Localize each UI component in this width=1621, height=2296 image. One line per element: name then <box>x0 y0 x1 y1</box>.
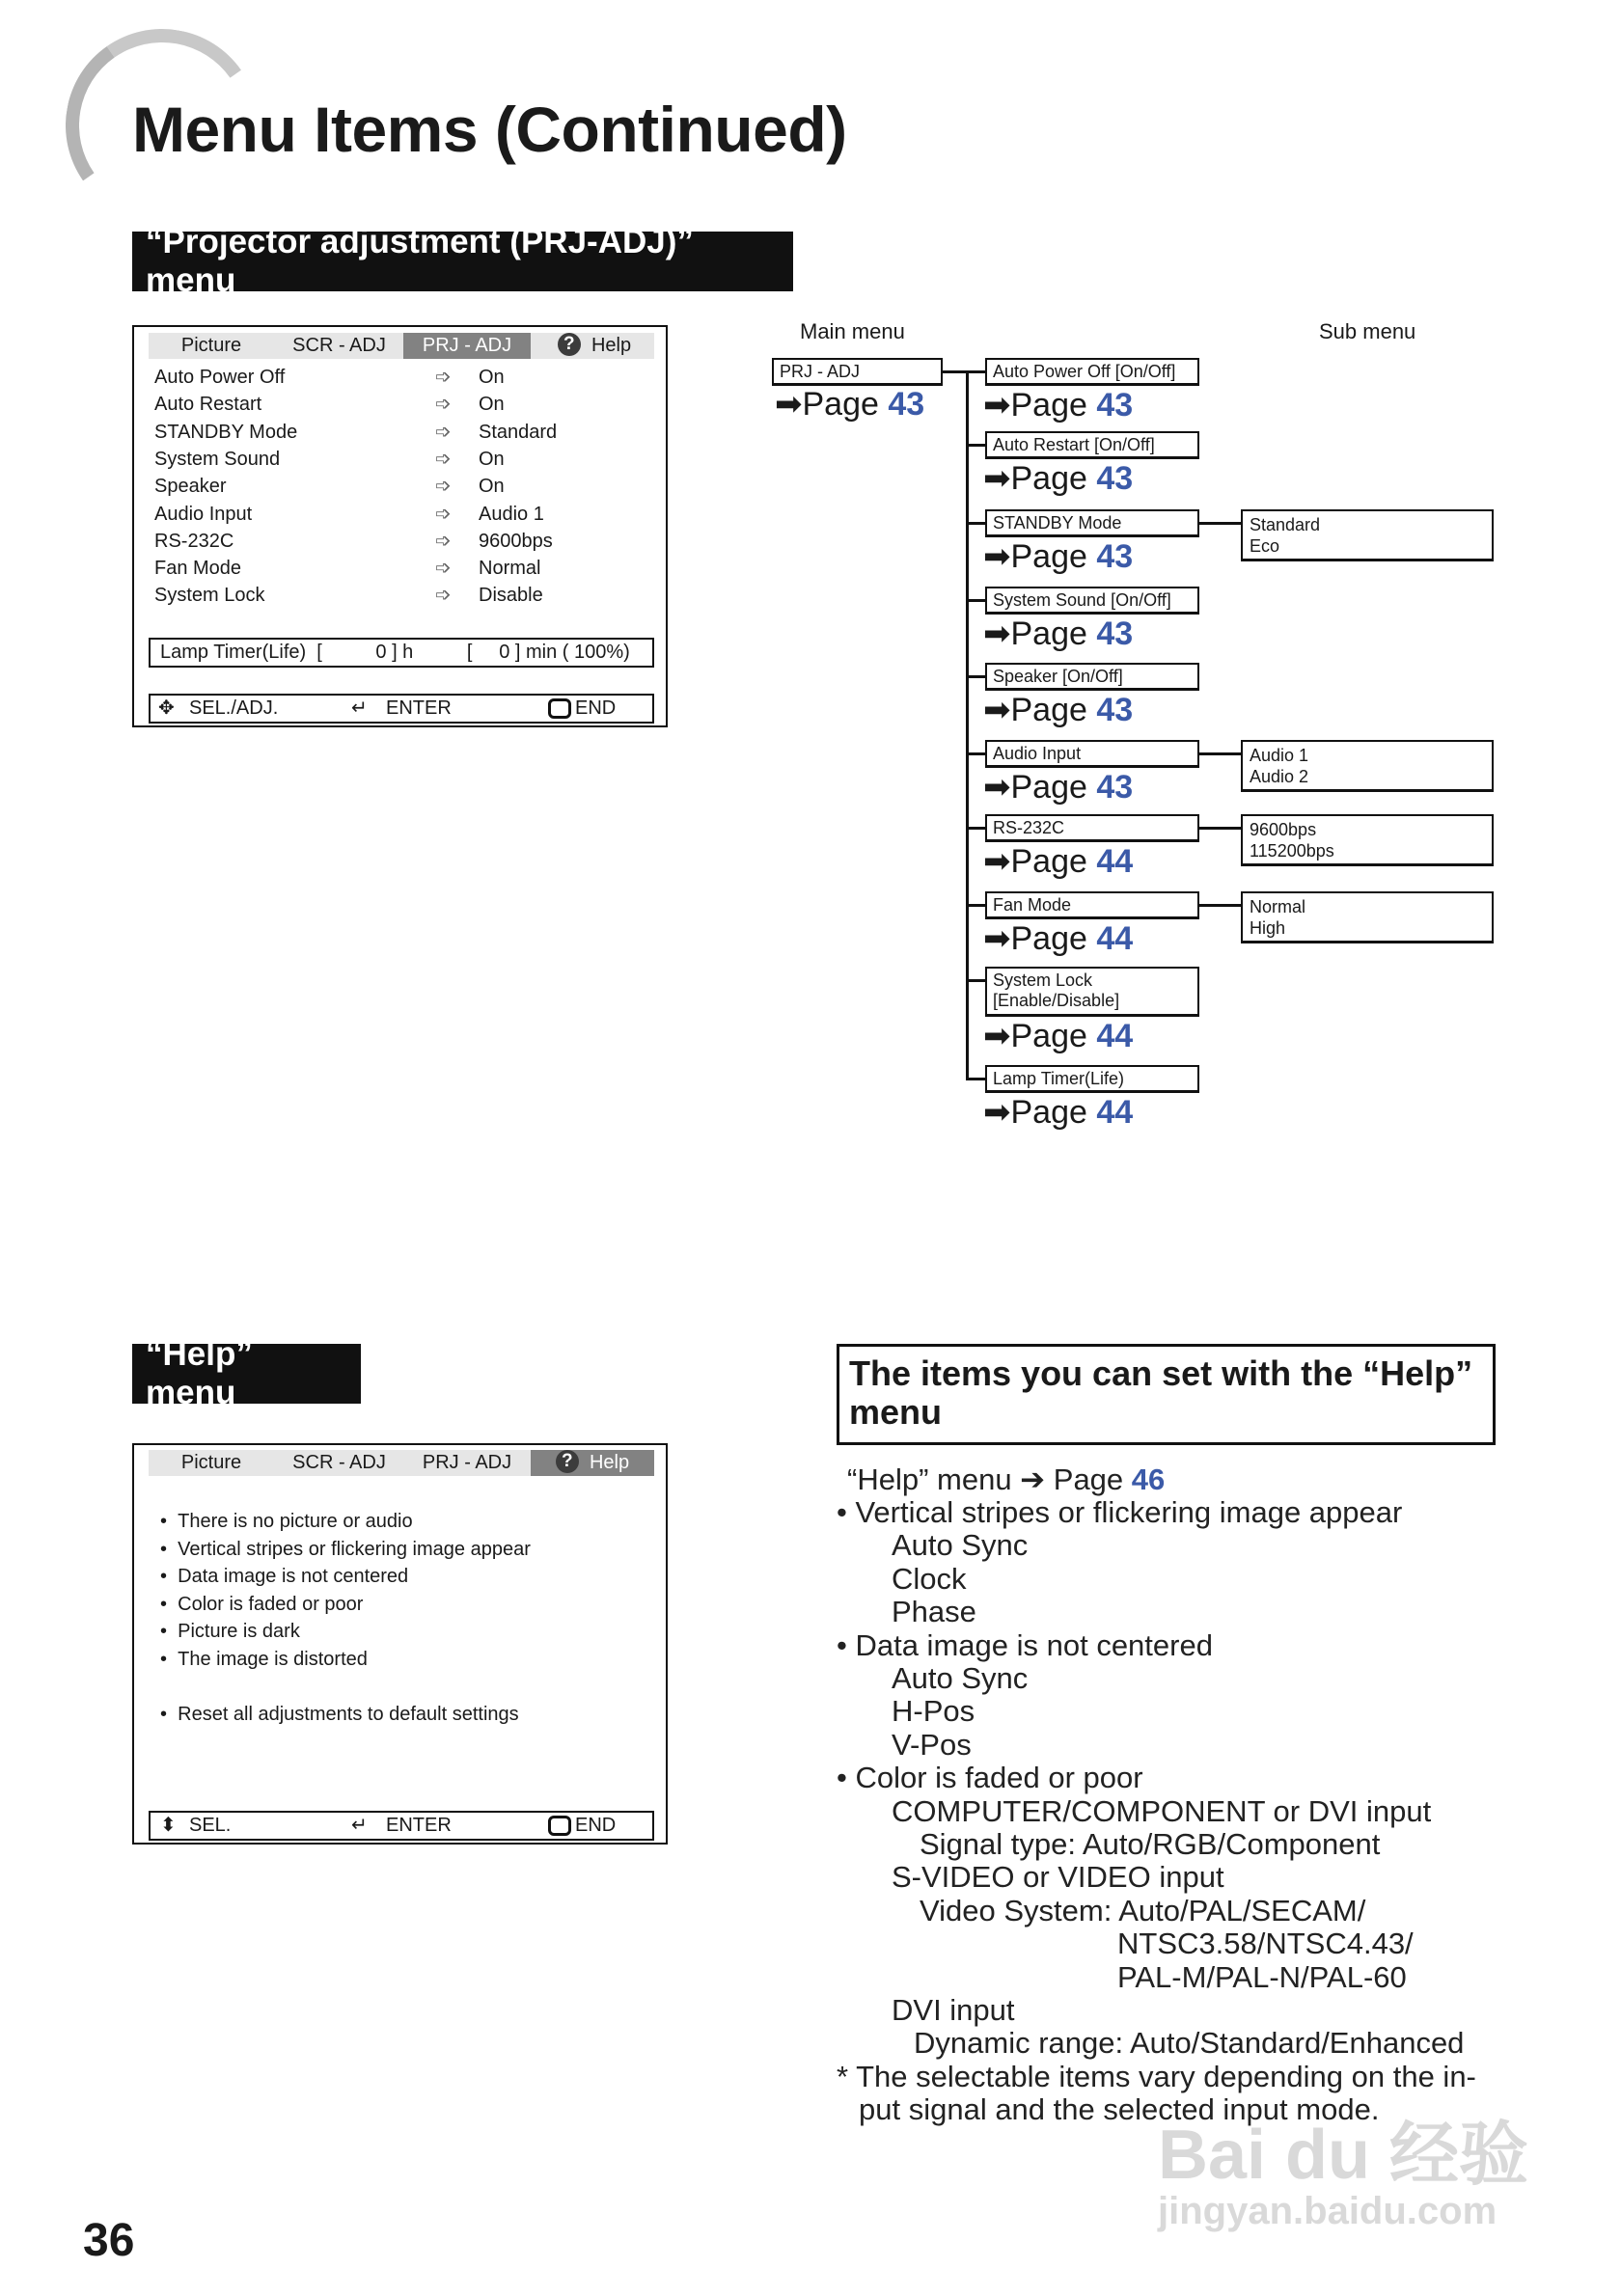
help-page-ref: “Help” menu ➔ Page 46 <box>847 1462 1166 1496</box>
help-section-heading: “Help” menu <box>132 1344 361 1404</box>
tree-trunk-line <box>966 370 969 1080</box>
sub-option: High <box>1250 918 1286 938</box>
branch-line <box>967 444 985 447</box>
prj-menu-footer <box>149 694 654 724</box>
page-number[interactable]: 43 <box>888 386 925 423</box>
page-ref: ➡Page 44 <box>983 920 1134 957</box>
menu-item-value[interactable]: On <box>479 476 505 498</box>
help-setting-line: • Vertical stripes or flickering image appear <box>837 1495 1403 1529</box>
tab-scr-adj[interactable]: SCR - ADJ <box>292 1452 386 1473</box>
help-topic-item[interactable]: • There is no picture or audio <box>160 1511 413 1532</box>
branch-line <box>967 522 985 525</box>
help-topic-item[interactable]: • The image is distorted <box>160 1649 368 1670</box>
branch-line <box>967 827 985 830</box>
main-page-ref: ➡Page 43 <box>775 386 925 423</box>
sub-options-box <box>1241 891 1494 943</box>
help-question-icon: ? <box>556 1450 579 1473</box>
right-arrow-icon: ➡ <box>983 692 1011 728</box>
right-arrow-icon: ➡ <box>983 920 1011 957</box>
help-topic-item[interactable]: • Color is faded or poor <box>160 1593 364 1615</box>
help-topic-item[interactable]: • Vertical stripes or flickering image appear <box>160 1538 531 1560</box>
help-question-icon: ? <box>558 333 581 356</box>
sub-options-box <box>1241 509 1494 561</box>
help-setting-line: • Color is faded or poor <box>837 1761 1143 1795</box>
right-arrow-icon: ➩ <box>435 503 452 525</box>
page-number-footer: 36 <box>83 2215 135 2266</box>
menu-item-label[interactable]: System Sound <box>154 448 281 470</box>
page-number[interactable]: 46 <box>1131 1462 1166 1496</box>
tab-prj-adj[interactable]: PRJ - ADJ <box>422 1452 512 1473</box>
right-arrow-icon: ➡ <box>983 769 1011 806</box>
right-arrow-icon: ➩ <box>435 421 452 443</box>
page-ref: ➡Page 43 <box>983 460 1134 497</box>
right-arrow-icon: ➡ <box>983 460 1011 497</box>
tab-picture[interactable]: Picture <box>180 1452 242 1473</box>
footer-sel: SEL. <box>189 1815 232 1836</box>
page-number[interactable]: 43 <box>1096 769 1134 806</box>
branch-line <box>967 979 985 982</box>
footer-end: END <box>575 1815 617 1836</box>
menu-item-label[interactable]: Speaker <box>154 476 227 498</box>
help-setting-line: put signal and the selected input mode. <box>859 2092 1380 2127</box>
page-number[interactable]: 43 <box>1096 387 1134 424</box>
sub-option: 115200bps <box>1250 841 1334 861</box>
page-ref: ➡Page 43 <box>983 615 1134 652</box>
tab-help-label: Help <box>589 1452 630 1473</box>
branch-line <box>967 599 985 602</box>
right-arrow-icon: ➡ <box>983 615 1011 652</box>
branch-line <box>967 1078 985 1080</box>
sub-option: Normal <box>1250 897 1306 916</box>
tab-help[interactable] <box>546 333 643 359</box>
submenu-item-box: Auto Restart [On/Off] <box>985 431 1199 459</box>
help-setting-line: • Data image is not centered <box>837 1627 1213 1662</box>
help-setting-line: Auto Sync <box>892 1528 1029 1563</box>
menu-item-value[interactable]: On <box>479 394 505 416</box>
page-number[interactable]: 43 <box>1096 460 1134 497</box>
right-arrow-icon: ➩ <box>435 448 452 470</box>
submenu-item-box: System Lock [Enable/Disable] <box>985 967 1199 1017</box>
footer-end: END <box>575 697 617 719</box>
sub-option: Eco <box>1250 536 1280 556</box>
help-menu-tabs <box>149 1450 654 1476</box>
tab-scr-adj[interactable]: SCR - ADJ <box>292 335 386 356</box>
help-setting-line: NTSC3.58/NTSC4.43/ <box>1117 1927 1414 1961</box>
page-number[interactable]: 44 <box>1096 1094 1134 1131</box>
right-arrow-icon: ➡ <box>983 1094 1011 1131</box>
menu-item-label[interactable]: Auto Power Off <box>154 367 286 388</box>
menu-item-value[interactable]: 9600bps <box>479 530 553 552</box>
submenu-item-box: Fan Mode <box>985 891 1199 919</box>
help-menu-footer <box>149 1811 654 1841</box>
branch-line <box>967 904 985 907</box>
main-menu-label: Main menu <box>800 319 905 343</box>
help-setting-line: Phase <box>892 1595 976 1629</box>
submenu-item-box: System Sound [On/Off] <box>985 587 1199 615</box>
watermark-url: jingyan.baidu.com <box>1158 2190 1497 2232</box>
help-setting-line: Video System: Auto/PAL/SECAM/ <box>920 1893 1366 1927</box>
page-title: Menu Items (Continued) <box>132 94 847 165</box>
help-setting-line: V-Pos <box>892 1727 972 1762</box>
sub-option: Standard <box>1250 515 1321 534</box>
tab-prj-adj[interactable]: PRJ - ADJ <box>403 333 531 359</box>
page-number[interactable]: 44 <box>1096 1018 1134 1054</box>
footer-sel: SEL./ADJ. <box>189 697 279 719</box>
lamp-timer-readout: Lamp Timer(Life) [ 0 ] h [ 0 ] min ( 100%) <box>149 638 654 668</box>
sub-menu-label: Sub menu <box>1319 319 1416 343</box>
menu-item-label[interactable]: STANDBY Mode <box>154 421 298 443</box>
right-arrow-icon: ➩ <box>435 585 452 607</box>
prj-menu-tabs <box>149 333 654 359</box>
help-setting-line: S-VIDEO or VIDEO input <box>892 1860 1224 1895</box>
footer-enter: ENTER <box>386 1815 452 1836</box>
page-ref: ➡Page 44 <box>983 843 1134 880</box>
right-arrow-icon: ➩ <box>435 367 452 388</box>
tab-help-label: Help <box>591 335 632 356</box>
sub-option: Audio 2 <box>1250 767 1309 786</box>
help-setting-line: Auto Sync <box>892 1661 1029 1695</box>
submenu-item-box: RS-232C <box>985 814 1199 842</box>
page-ref: ➡Page 43 <box>983 387 1134 424</box>
right-arrow-icon: ➡ <box>983 843 1011 880</box>
help-setting-line: * The selectable items vary depending on the in- <box>837 2059 1476 2093</box>
help-topic-item[interactable]: • Data image is not centered <box>160 1566 409 1588</box>
page-ref: ➡Page 44 <box>983 1018 1134 1054</box>
help-topic-item[interactable]: • Picture is dark <box>160 1621 300 1643</box>
submenu-item-box: Audio Input <box>985 740 1199 768</box>
prj-section-heading: “Projector adjustment (PRJ-ADJ)” menu <box>132 232 793 291</box>
four-way-arrow-icon: ✥ <box>158 697 175 719</box>
sub-options-box <box>1241 814 1494 866</box>
sub-options-box <box>1241 740 1494 792</box>
right-arrow-icon: ➡ <box>983 538 1011 575</box>
page-ref: ➡Page 43 <box>983 769 1134 806</box>
right-arrow-icon: ➡ <box>775 386 803 423</box>
menu-item-value[interactable]: Normal <box>479 558 541 580</box>
menu-item-label[interactable]: Audio Input <box>154 503 253 525</box>
tab-picture[interactable]: Picture <box>180 335 242 356</box>
right-arrow-icon: ➩ <box>435 558 452 580</box>
end-button-icon <box>548 1816 571 1836</box>
enter-arrow-icon: ↵ <box>351 1815 368 1836</box>
right-arrow-icon: ➡ <box>983 1018 1011 1054</box>
branch-line <box>967 675 985 678</box>
branch-line <box>1199 904 1241 907</box>
end-button-icon <box>548 698 571 719</box>
footer-enter: ENTER <box>386 697 452 719</box>
help-setting-line: Dynamic range: Auto/Standard/Enhanced <box>914 2026 1465 2061</box>
menu-item-value[interactable]: On <box>479 367 505 388</box>
menu-item-label[interactable]: Fan Mode <box>154 558 242 580</box>
menu-item-label[interactable]: RS-232C <box>154 530 234 552</box>
help-setting-line: DVI input <box>892 1993 1015 2027</box>
page-number[interactable]: 43 <box>1096 615 1134 652</box>
sub-option: 9600bps <box>1250 820 1317 839</box>
branch-line <box>1199 522 1241 525</box>
connector-line <box>943 370 967 373</box>
submenu-item-box: Lamp Timer(Life) <box>985 1065 1199 1093</box>
help-setting-line: PAL-M/PAL-N/PAL-60 <box>1117 1959 1407 1994</box>
branch-line <box>967 752 985 755</box>
page-number[interactable]: 43 <box>1096 538 1134 575</box>
right-arrow-icon: ➡ <box>983 387 1011 424</box>
menu-item-value[interactable]: Standard <box>479 421 558 443</box>
branch-line <box>1199 752 1241 755</box>
branch-line <box>1199 827 1241 830</box>
tab-help[interactable] <box>531 1450 654 1476</box>
menu-item-value[interactable]: On <box>479 448 505 470</box>
sub-option: Audio 1 <box>1250 746 1309 765</box>
menu-item-value[interactable]: Disable <box>479 585 543 607</box>
menu-item-label[interactable]: Auto Restart <box>154 394 262 416</box>
help-setting-line: COMPUTER/COMPONENT or DVI input <box>892 1793 1432 1828</box>
help-setting-line: H-Pos <box>892 1694 975 1729</box>
menu-item-value[interactable]: Audio 1 <box>479 503 544 525</box>
main-menu-box: PRJ - ADJ <box>772 358 943 386</box>
branch-line <box>967 370 985 373</box>
page-ref: ➡Page 43 <box>983 538 1134 575</box>
page-number[interactable]: 43 <box>1096 692 1134 728</box>
page-ref: ➡Page 43 <box>983 692 1134 728</box>
right-arrow-icon: ➩ <box>435 394 452 416</box>
page-number[interactable]: 44 <box>1096 843 1134 880</box>
help-topic-item[interactable]: • Reset all adjustments to default settings <box>160 1704 519 1725</box>
help-setting-line: Signal type: Auto/RGB/Component <box>920 1827 1381 1861</box>
submenu-item-box: Speaker [On/Off] <box>985 663 1199 691</box>
menu-item-label[interactable]: System Lock <box>154 585 265 607</box>
enter-arrow-icon: ↵ <box>351 697 368 719</box>
page-number[interactable]: 44 <box>1096 920 1134 957</box>
submenu-item-box: Auto Power Off [On/Off] <box>985 358 1199 386</box>
right-arrow-icon: ➩ <box>435 476 452 498</box>
right-arrow-icon: ➩ <box>435 530 452 552</box>
help-setting-line: Clock <box>892 1561 967 1596</box>
page-ref: ➡Page 44 <box>983 1094 1134 1131</box>
help-items-heading: The items you can set with the “Help” menu <box>837 1344 1496 1445</box>
up-down-arrow-icon: ⬍ <box>160 1815 177 1836</box>
submenu-item-box: STANDBY Mode <box>985 509 1199 537</box>
watermark-brand: Bai du 经验 <box>1158 2117 1529 2194</box>
